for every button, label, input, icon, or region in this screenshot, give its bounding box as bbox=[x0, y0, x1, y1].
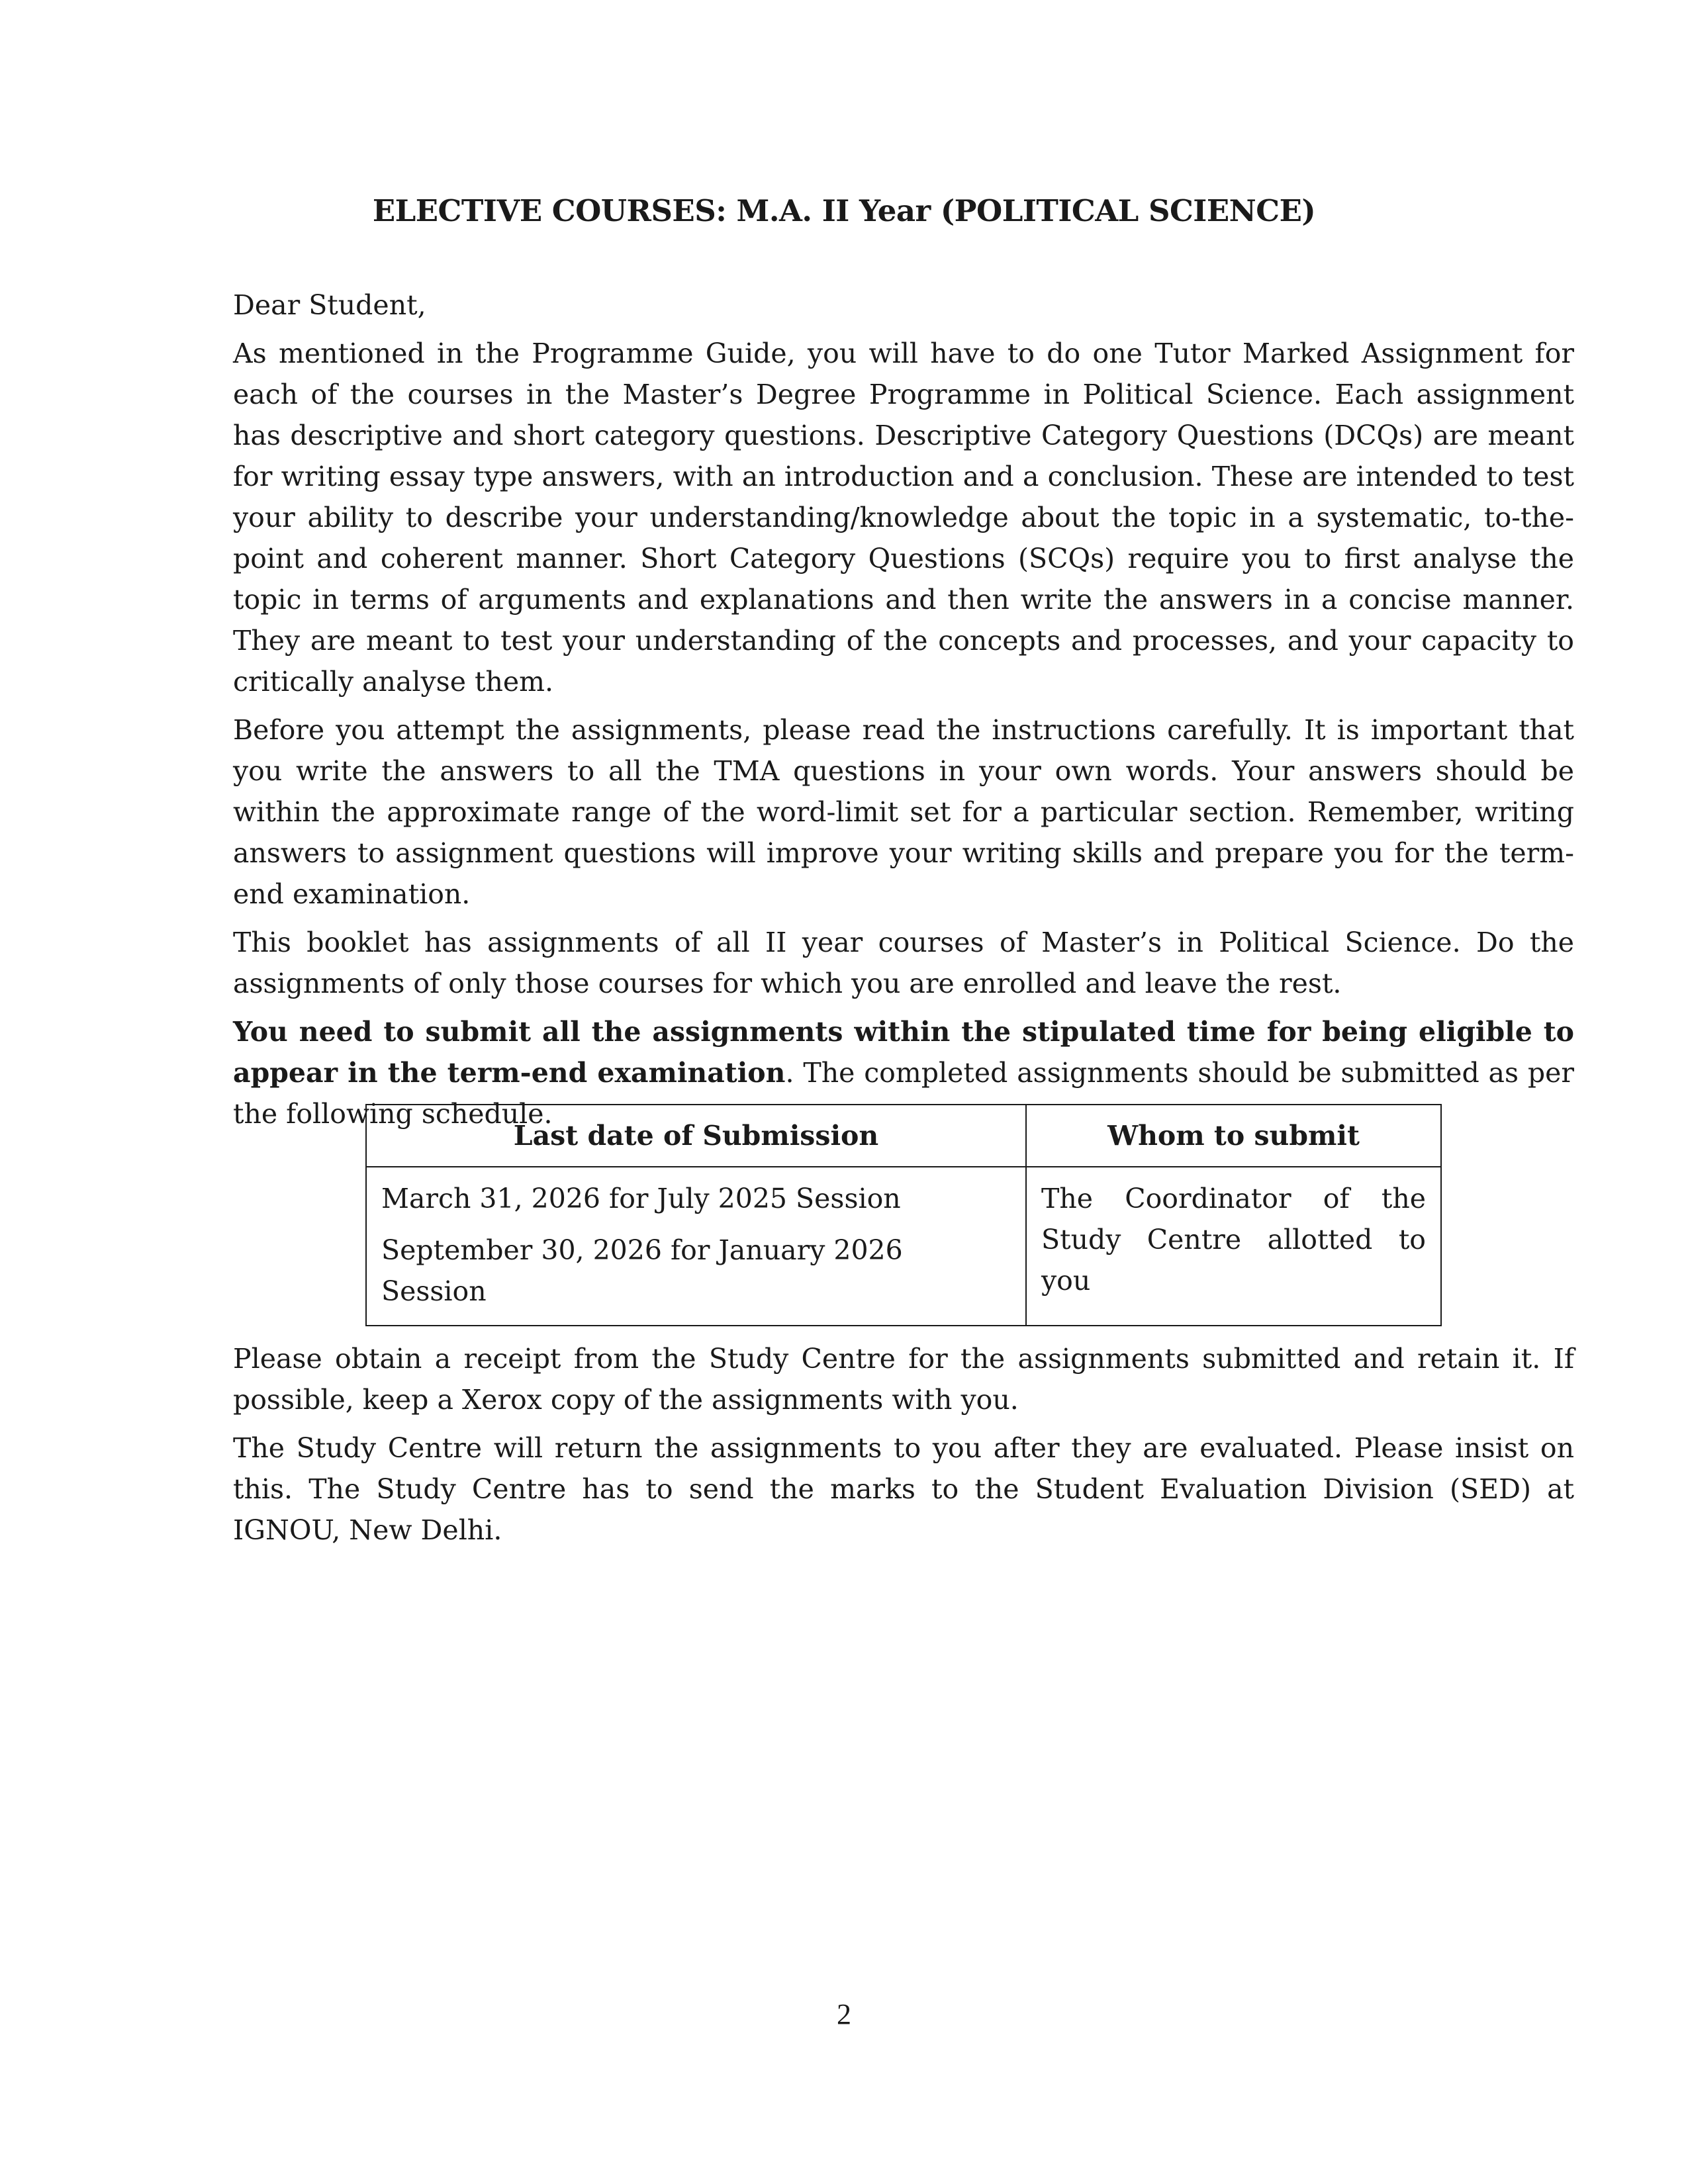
submission-deadline-emphasis: You need to submit all the assignments within the stipulated time for being eligible to appear in the term-end examination bbox=[233, 1016, 1574, 1089]
table-header-row bbox=[366, 1105, 1441, 1167]
cell-whom-to-submit bbox=[1026, 1167, 1441, 1326]
letter-body bbox=[233, 285, 1574, 1142]
table-row bbox=[366, 1167, 1441, 1326]
date-january-session: September 30, 2026 for January 2026 Session bbox=[381, 1234, 903, 1307]
date-july-session: March 31, 2026 for July 2025 Session bbox=[381, 1183, 901, 1214]
whom-to-submit-text: The Coordinator of the Study Centre allotted to you bbox=[1041, 1183, 1426, 1297]
salutation: Dear Student, bbox=[233, 289, 426, 321]
paragraph-booklet-scope: This booklet has assignments of all II year courses of Master’s in Political Science. Do the assignments of only those courses for which you are enrolled and leave the rest. bbox=[233, 927, 1574, 999]
paragraph-receipt: Please obtain a receipt from the Study Centre for the assignments submitted and retain it. If possible, keep a Xerox copy of the assignments with you. bbox=[233, 1343, 1574, 1416]
page-number: 2 bbox=[837, 1998, 851, 2030]
submission-note-rest: . The completed assignments should be submitted as per the following schedule. bbox=[233, 1057, 1574, 1130]
paragraph-instructions: Before you attempt the assignments, please read the instructions carefully. It is important that you write the answers to all the TMA questions in your own words. Your answers should be within the approximate range of the word-limit set for a particular section. Remember, writing answers to assignment questions will improve your writing skills and prepare you for the term-end examination. bbox=[233, 714, 1574, 910]
paragraph-evaluation: The Study Centre will return the assignments to you after they are evaluated. Please insist on this. The Study Centre has to send the marks to the Student Evaluation Division (SED) at IGNOU, New Delhi. bbox=[233, 1432, 1574, 1546]
submission-schedule-table bbox=[365, 1104, 1442, 1326]
page-title: ELECTIVE COURSES: M.A. II Year (POLITICAL SCIENCE) bbox=[372, 193, 1316, 228]
header-whom-to-submit: Whom to submit bbox=[1026, 1105, 1441, 1167]
header-last-date: Last date of Submission bbox=[366, 1105, 1026, 1167]
paragraph-assignment-overview: As mentioned in the Programme Guide, you will have to do one Tutor Marked Assignment for each of the courses in the Master’s Degree Programme in Political Science. Each assignment has descriptive and short category questions. Descriptive Category Questions (DCQs) are meant for writing essay type answers, with an introduction and a conclusion. These are intended to test your ability to describe your understanding/knowledge about the topic in a systematic, to-the-point and coherent manner. Short Category Questions (SCQs) require you to first analyse the topic in terms of arguments and explanations and then write the answers in a concise manner. They are meant to test your understanding of the concepts and processes, and your capacity to critically analyse them. bbox=[233, 338, 1574, 698]
cell-submission-dates bbox=[366, 1167, 1026, 1326]
closing-section bbox=[233, 1338, 1574, 1558]
